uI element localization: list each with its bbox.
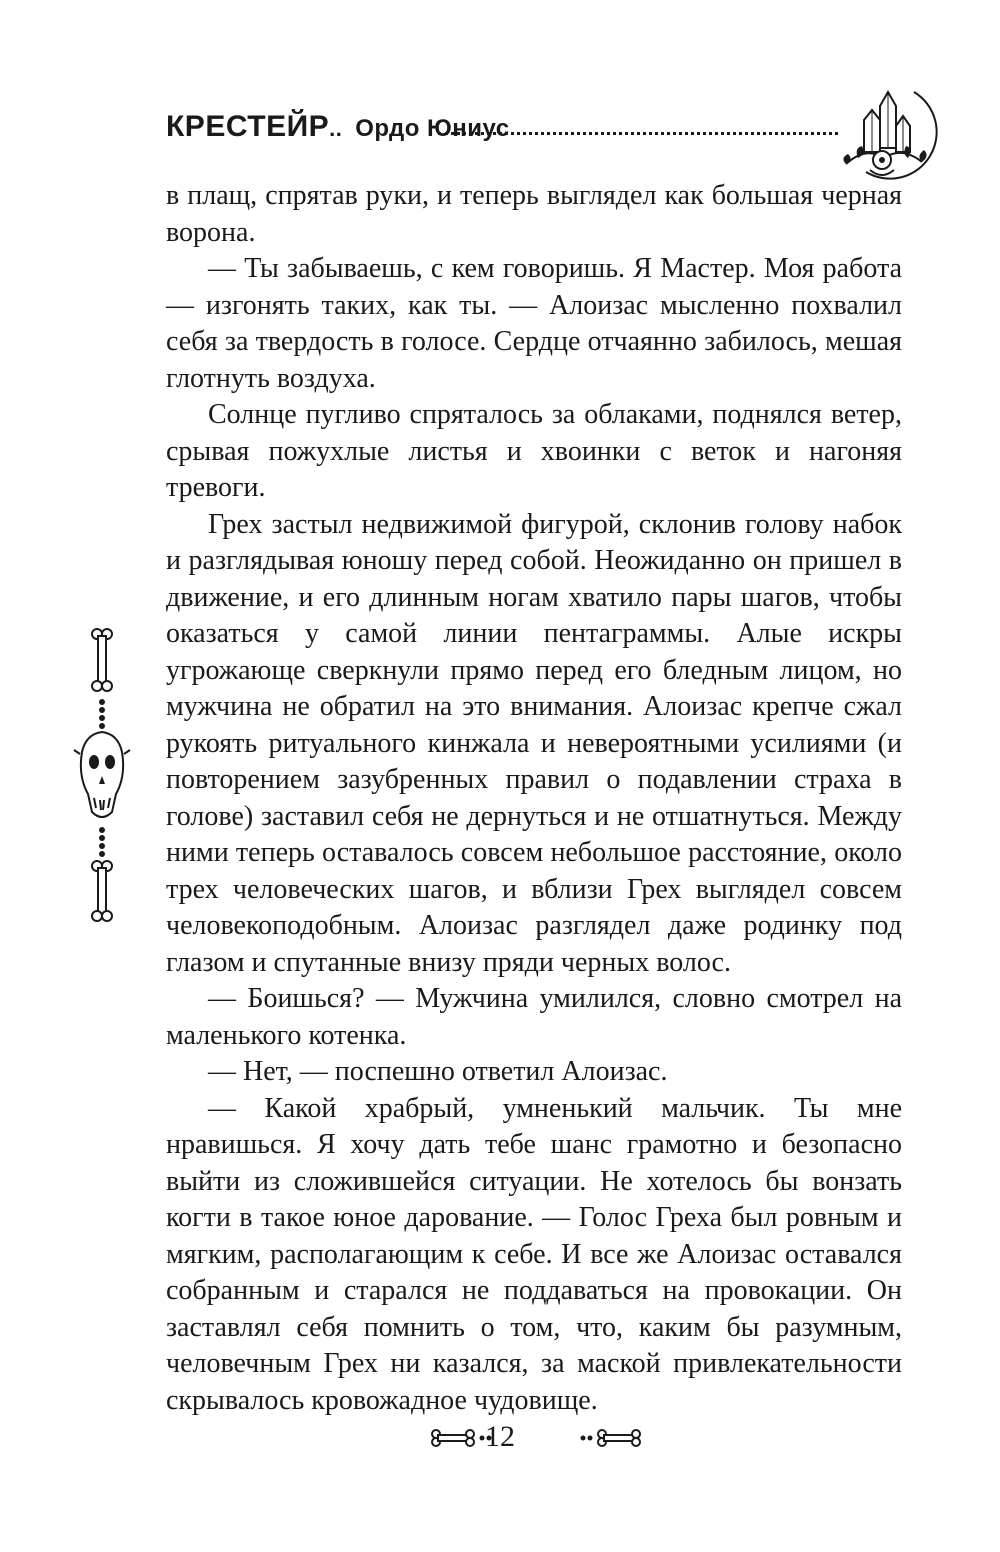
- book-title: КРЕСТЕЙР: [166, 110, 330, 143]
- bone-skull-ornament-icon: [72, 626, 132, 926]
- bone-right-icon: [576, 1428, 642, 1448]
- paragraph-1: в плащ, спрятав руки, и теперь выглядел как большая черная ворона.: [166, 180, 902, 248]
- header-title-line: [166, 110, 510, 144]
- header-separator: ..: [329, 116, 343, 141]
- running-header: [166, 96, 950, 176]
- author-name: Ордо Юниус: [355, 115, 510, 142]
- page-footer: [0, 1420, 1000, 1460]
- crystal-moon-icon: [826, 86, 944, 186]
- paragraph-7: — Какой храбрый, умненький мальчик. Ты мне нравишься. Я хочу дать тебе шанс грамотно и безопасно выйти из сложившейся ситуации. Не хотелось бы вонзать когти в такое юное дарование. — Голос Греха был ровным и мягким, располагающим к себе. И все же Алоизас оставался собранным и старался не поддаваться на провокации. Он заставлял себя помнить о том, что, каким бы разумным, человечным Грех ни казался, за маской привлекательности скрывалось кровожадное чудовище.: [166, 1092, 902, 1416]
- body-text: [166, 178, 902, 1419]
- paragraph-2: — Ты забываешь, с кем говоришь. Я Мастер. Моя работа — изгонять таких, как ты. — Алоизас мысленно похвалил себя за твердость в голосе. Сердце отчаянно забилось, мешая глотнуть воздуха.: [166, 253, 902, 394]
- paragraph-4: Грех застыл недвижимой фигурой, склонив голову набок и разглядывая юношу перед собой. Неожиданно он пришел в движение, и его длинным ногам хватило пары шагов, чтобы оказаться у самой линии пентаграммы. Алые искры угрожающе сверкнули прямо перед его бледным лицом, но мужчина не обратил на это внимания. Алоизас крепче сжал рукоять ритуального кинжала и невероятными усилиями (и повторением зазубренных правил о подавлении страха в голове) заставил себя не дернуться и не отшатнуться. Между ними теперь оставалось совсем небольшое расстояние, около трех человеческих шагов, и вблизи Грех выглядел совсем человекоподобным. Алоизас разглядел даже родинку под глазом и спутанные внизу пряди черных волос.: [166, 508, 902, 978]
- paragraph-5: — Боишься? — Мужчина умилился, словно смотрел на маленького котенка.: [166, 983, 902, 1051]
- paragraph-3: Солнце пугливо спряталось за облаками, поднялся ветер, срывая пожухлые листья и хвоинки с веток и нагоняя тревоги.: [166, 399, 902, 503]
- header-dotted-leader: [438, 132, 838, 135]
- paragraph-6: — Нет, — поспешно ответил Алоизас.: [208, 1056, 668, 1087]
- page-number: 12: [485, 1420, 515, 1453]
